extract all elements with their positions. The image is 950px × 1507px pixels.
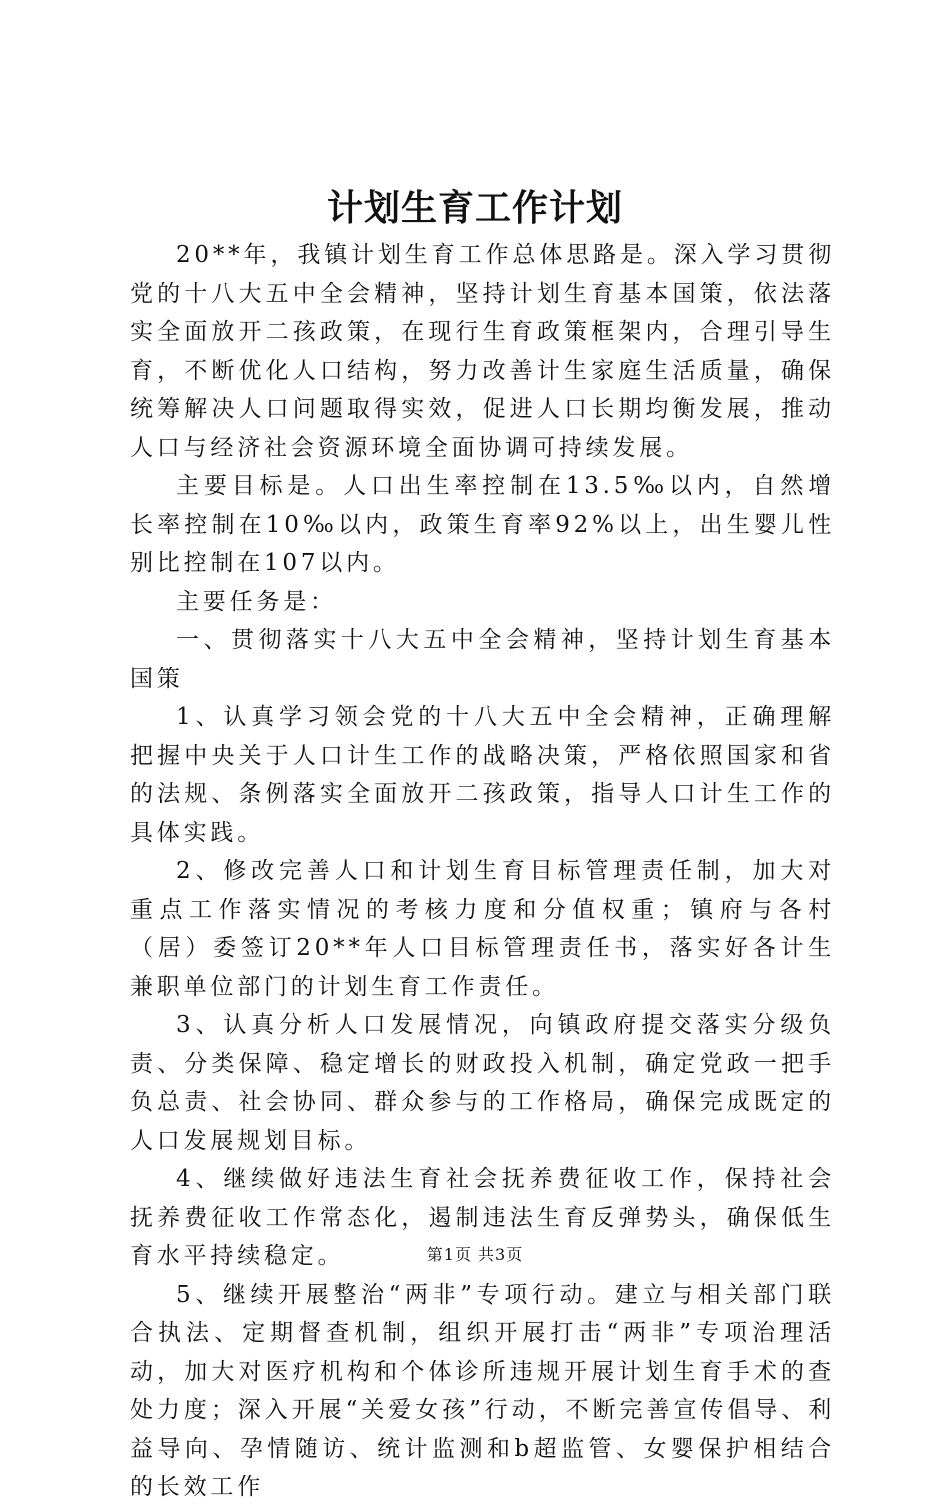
paragraph-main-goals: 主要目标是。人口出生率控制在13.5‰以内，自然增长率控制在10‰以内，政策生育率92%以上，出生婴儿性别比控制在107以内。 xyxy=(130,473,835,576)
paragraph-section-one-heading: 一、贯彻落实十八大五中全会精神，坚持计划生育基本国策 xyxy=(130,627,835,692)
paragraph-task-3: 3、认真分析人口发展情况，向镇政府提交落实分级负责、分类保障、稳定增长的财政投入机制，确定党政一把手负总责、社会协同、群众参与的工作格局，确保完成既定的人口发展规划目标。 xyxy=(130,1012,835,1154)
paragraph-task-2: 2、修改完善人口和计划生育目标管理责任制，加大对重点工作落实情况的考核力度和分值权重；镇府与各村（居）委签订20**年人口目标管理责任书，落实好各计生兼职单位部门的计划生育工作责任。 xyxy=(130,858,835,1000)
paragraph-overview: 20**年，我镇计划生育工作总体思路是。深入学习贯彻党的十八大五中全会精神，坚持计划生育基本国策，依法落实全面放开二孩政策，在现行生育政策框架内，合理引导生育，不断优化人口结构，努力改善计生家庭生活质量，确保统筹解决人口问题取得实效，促进人口长期均衡发展，推动人口与经济社会资源环境全面协调可持续发展。 xyxy=(130,242,835,461)
paragraph-task-4: 4、继续做好违法生育社会抚养费征收工作，保持社会抚养费征收工作常态化，遏制违法生育反弹势头，确保低生育水平持续稳定。 xyxy=(130,1166,835,1269)
page-number-footer: 第1页 共3页 xyxy=(426,1245,524,1264)
paragraph-task-5: 5、继续开展整治“两非”专项行动。建立与相关部门联合执法、定期督查机制，组织开展打击“两非”专项治理活动，加大对医疗机构和个体诊所违规开展计划生育手术的查处力度；深入开展“关爱女孩”行动，不断完善宣传倡导、利益导向、孕情随访、统计监测和b超监管、女婴保护相结合的长效工作 xyxy=(130,1281,835,1500)
paragraph-main-tasks-heading: 主要任务是： xyxy=(176,588,337,615)
document-body xyxy=(130,236,835,1507)
paragraph-task-1: 1、认真学习领会党的十八大五中全会精神，正确理解把握中央关于人口计生工作的战略决策，严格依照国家和省的法规、条例落实全面放开二孩政策，指导人口计生工作的具体实践。 xyxy=(130,704,835,846)
document-title: 计划生育工作计划 xyxy=(326,187,623,229)
